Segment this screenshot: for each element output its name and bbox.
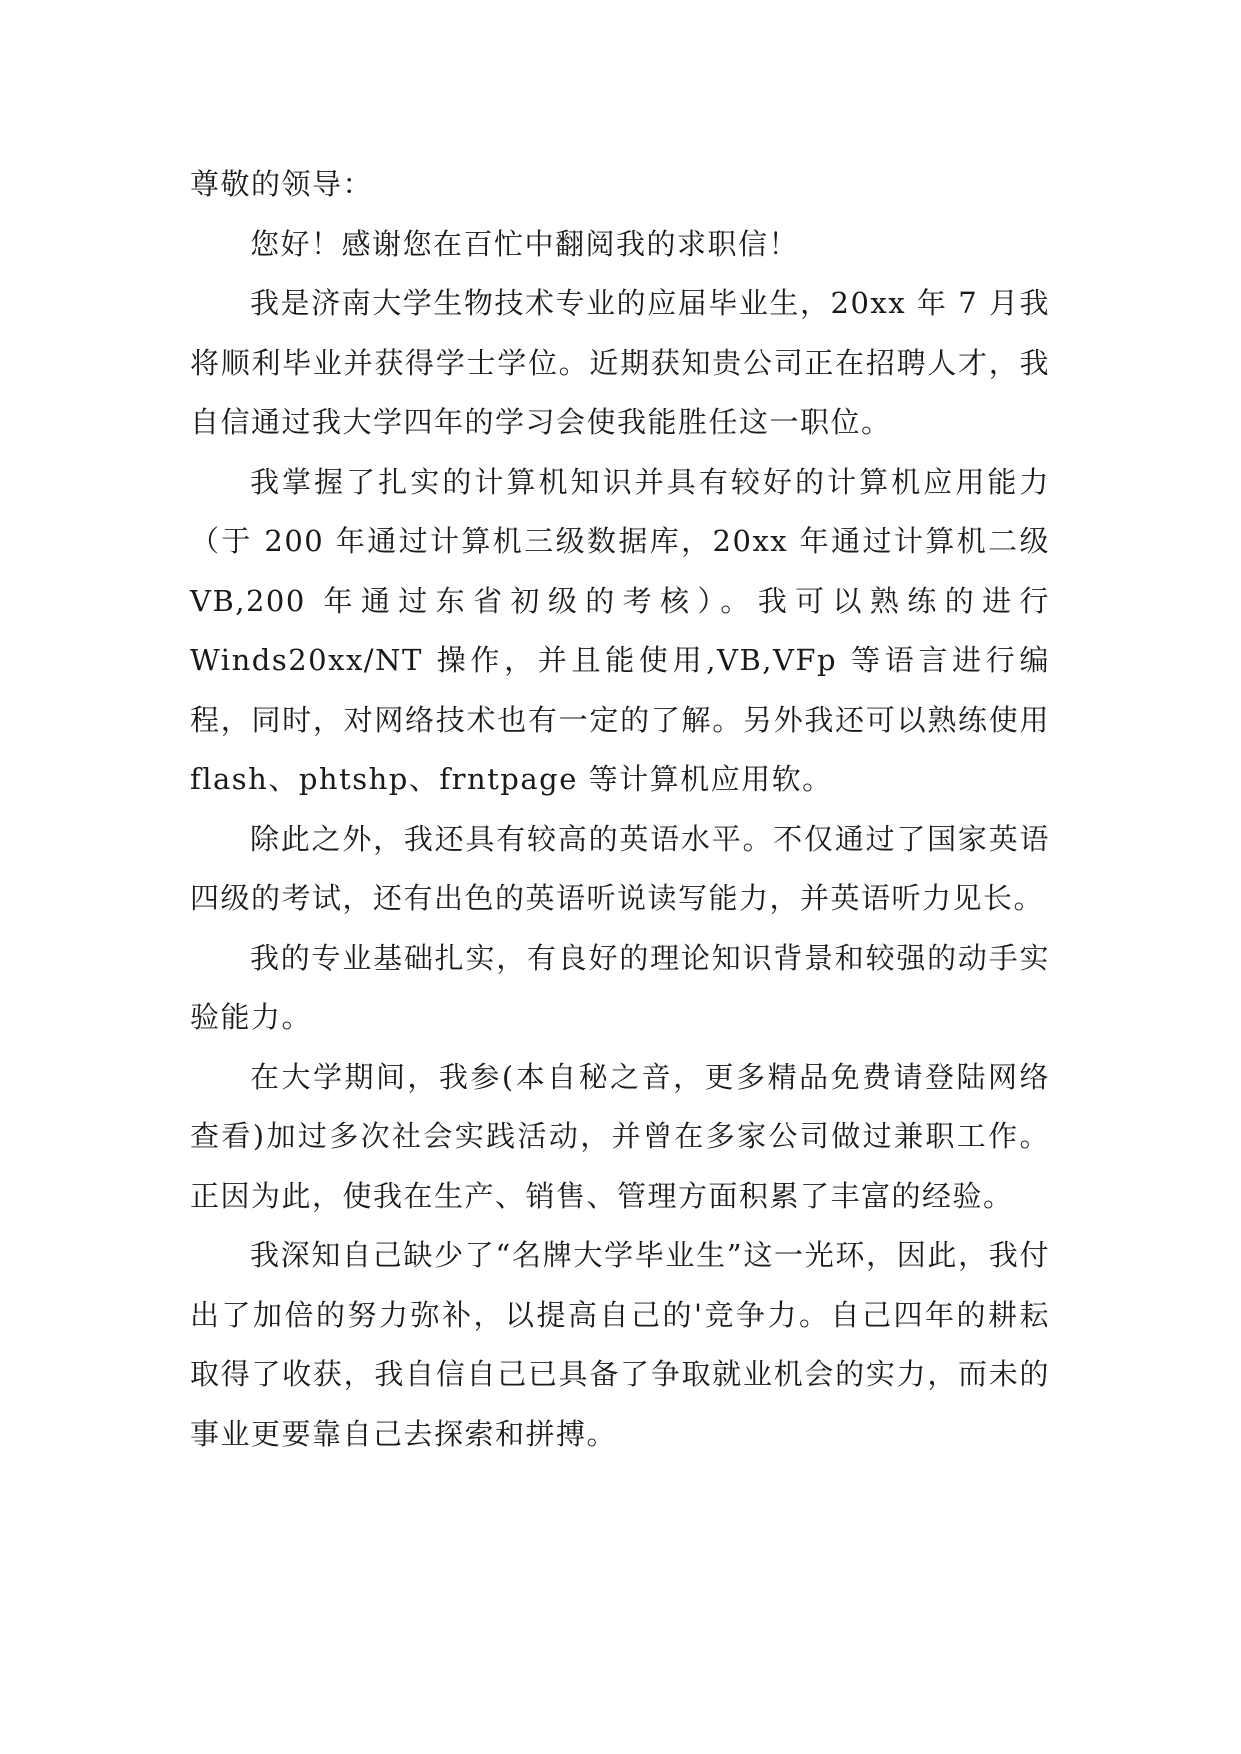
paragraph-professional-foundation: 我的专业基础扎实，有良好的理论知识背景和较强的动手实验能力。 — [190, 940, 1050, 1034]
paragraph-computer-skills: 我掌握了扎实的计算机知识并具有较好的计算机应用能力（于 200 年通过计算机三级数据库，20xx 年通过计算机二级 VB,200 年通过东省初级的考核）。我可以熟练的进行 Winds20xx/NT 操作，并且能使用,VB,VFp 等语言进行编程，同时，对网络技术也有一定的了解。另外我还可以熟练使用 flash、phtshp、frntpage 等计算机应用软。 — [190, 464, 1050, 796]
paragraph-self-assessment: 我深知自己缺少了“名牌大学毕业生”这一光环，因此，我付出了加倍的努力弥补，以提高自己的'竞争力。自己四年的耕耘取得了收获，我自信自己已具备了争取就业机会的实力，而未的事业更要靠自己去探索和拼搏。 — [190, 1238, 1050, 1451]
paragraph-english-skills: 除此之外，我还具有较高的英语水平。不仅通过了国家英语四级的考试，还有出色的英语听说读写能力，并英语听力见长。 — [190, 821, 1050, 915]
paragraph-greeting: 您好！感谢您在百忙中翻阅我的求职信！ — [250, 226, 800, 261]
paragraph-social-practice: 在大学期间，我参(本自秘之音，更多精品免费请登陆网络查看)加过多次社会实践活动，并曾在多家公司做过兼职工作。正因为此，使我在生产、销售、管理方面积累了丰富的经验。 — [190, 1059, 1050, 1213]
paragraph-introduction: 我是济南大学生物技术专业的应届毕业生，20xx 年 7 月我将顺利毕业并获得学士学位。近期获知贵公司正在招聘人才，我自信通过我大学四年的学习会使我能胜任这一职位。 — [190, 286, 1050, 439]
salutation: 尊敬的领导： — [190, 167, 374, 201]
letter-body — [190, 155, 1050, 1464]
